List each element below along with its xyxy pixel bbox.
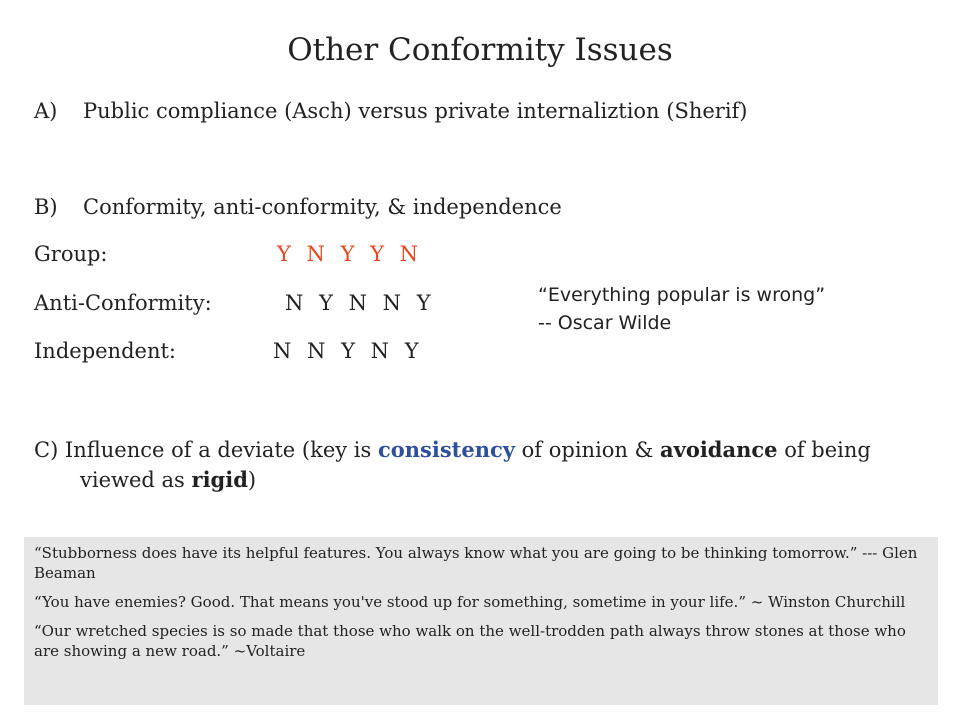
item-c-text-1: C) Influence of a deviate (key is: [34, 438, 378, 462]
wilde-quote-text: “Everything popular is wrong”: [538, 284, 826, 306]
quotes-box: [24, 537, 938, 705]
anti-conformity-sequence: N Y N N Y: [285, 291, 431, 315]
item-a-text: Public compliance (Asch) versus private internaliztion (Sherif): [83, 99, 748, 123]
item-c-rigid: rigid: [191, 467, 248, 492]
wilde-quote-attribution: -- Oscar Wilde: [538, 312, 672, 334]
item-c-text-3: of being viewed as: [80, 438, 871, 492]
item-b: [34, 195, 562, 219]
group-sequence: Y N Y Y N: [277, 242, 419, 266]
independent-label: Independent:: [34, 339, 176, 363]
anti-conformity-label: Anti-Conformity:: [34, 291, 212, 315]
item-c-text-2: of opinion &: [514, 438, 661, 462]
item-c-text-4: ): [247, 468, 257, 492]
item-c-avoidance: avoidance: [660, 437, 778, 462]
item-c-consistency: consistency: [377, 437, 515, 462]
wilde-quote: [538, 281, 825, 337]
voltaire-quote: “Our wretched species is so made that those who walk on the well-trodden path always throw stones at those who are showing a new road.” ~Voltaire: [34, 622, 906, 660]
item-a-marker: A): [34, 99, 58, 123]
item-b-marker: B): [34, 195, 58, 219]
slide-title: Other Conformity Issues: [287, 32, 673, 68]
item-a: [34, 99, 748, 123]
item-c: [34, 435, 940, 495]
item-b-text: Conformity, anti-conformity, & independence: [83, 195, 562, 219]
beaman-quote: “Stubborness does have its helpful features. You always know what you are going to be thinking tomorrow.” --- Glen Beaman: [34, 544, 918, 582]
independent-sequence: N N Y N Y: [273, 339, 419, 363]
churchill-quote: “You have enemies? Good. That means you've stood up for something, sometime in your life.” ~ Winston Churchill: [34, 593, 906, 611]
group-label: Group:: [34, 242, 108, 266]
